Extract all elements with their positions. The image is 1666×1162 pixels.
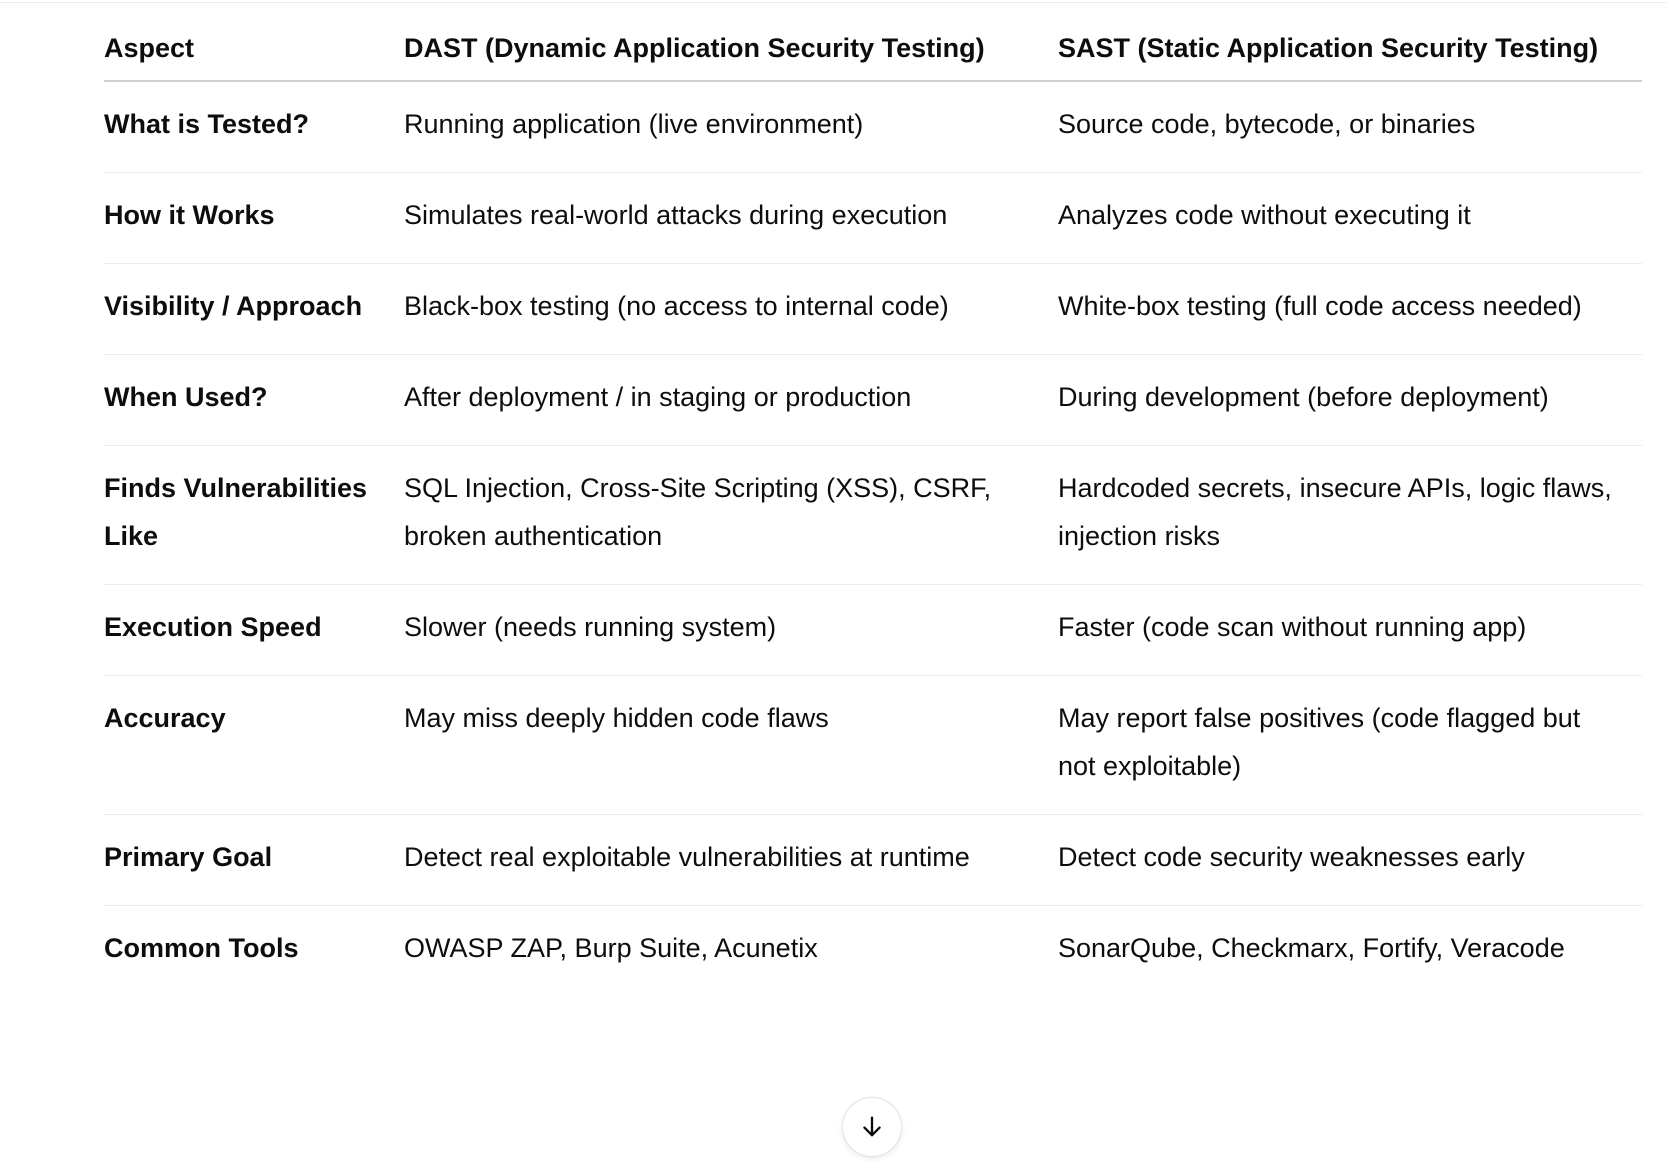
dast-cell: May miss deeply hidden code flaws xyxy=(404,676,1058,815)
dast-cell: Black-box testing (no access to internal code) xyxy=(404,264,1058,355)
table-row xyxy=(104,676,1642,815)
sast-cell: Detect code security weaknesses early xyxy=(1058,815,1642,906)
sast-cell: May report false positives (code flagged but not exploitable) xyxy=(1058,676,1642,815)
header-row xyxy=(104,22,1642,81)
comparison-table xyxy=(104,22,1642,996)
dast-cell: Slower (needs running system) xyxy=(404,585,1058,676)
sast-cell: During development (before deployment) xyxy=(1058,355,1642,446)
sast-cell: Analyzes code without executing it xyxy=(1058,173,1642,264)
sast-cell: Hardcoded secrets, insecure APIs, logic flaws, injection risks xyxy=(1058,446,1642,585)
top-divider xyxy=(0,2,1666,3)
dast-cell: Simulates real-world attacks during execution xyxy=(404,173,1058,264)
table-row xyxy=(104,906,1642,997)
table-row xyxy=(104,815,1642,906)
arrow-down-icon xyxy=(858,1113,886,1141)
aspect-cell: Finds Vulnerabilities Like xyxy=(104,446,404,585)
aspect-cell: Visibility / Approach xyxy=(104,264,404,355)
table-row xyxy=(104,81,1642,173)
dast-cell: SQL Injection, Cross-Site Scripting (XSS), CSRF, broken authentication xyxy=(404,446,1058,585)
aspect-cell: When Used? xyxy=(104,355,404,446)
aspect-cell: Common Tools xyxy=(104,933,299,963)
table-row xyxy=(104,446,1642,585)
aspect-cell: Accuracy xyxy=(104,676,404,815)
header-sast: SAST (Static Application Security Testing) xyxy=(1058,22,1642,81)
sast-cell: SonarQube, Checkmarx, Fortify, Veracode xyxy=(1058,933,1565,963)
sast-cell: Faster (code scan without running app) xyxy=(1058,585,1642,676)
header-aspect: Aspect xyxy=(104,22,404,81)
aspect-cell: What is Tested? xyxy=(104,81,404,173)
header-dast: DAST (Dynamic Application Security Testing) xyxy=(404,22,1058,81)
table-row xyxy=(104,585,1642,676)
table-body xyxy=(104,81,1642,996)
dast-cell: OWASP ZAP, Burp Suite, Acunetix xyxy=(404,933,818,963)
table-row xyxy=(104,173,1642,264)
scroll-to-bottom-button[interactable] xyxy=(842,1097,902,1157)
sast-cell: White-box testing (full code access needed) xyxy=(1058,264,1642,355)
table-row xyxy=(104,264,1642,355)
sast-cell: Source code, bytecode, or binaries xyxy=(1058,81,1642,173)
aspect-cell: Primary Goal xyxy=(104,815,404,906)
dast-cell: After deployment / in staging or production xyxy=(404,355,1058,446)
aspect-cell: How it Works xyxy=(104,173,404,264)
table-header xyxy=(104,22,1642,81)
table-row xyxy=(104,355,1642,446)
dast-cell: Detect real exploitable vulnerabilities at runtime xyxy=(404,815,1058,906)
dast-cell: Running application (live environment) xyxy=(404,81,1058,173)
aspect-cell: Execution Speed xyxy=(104,585,404,676)
